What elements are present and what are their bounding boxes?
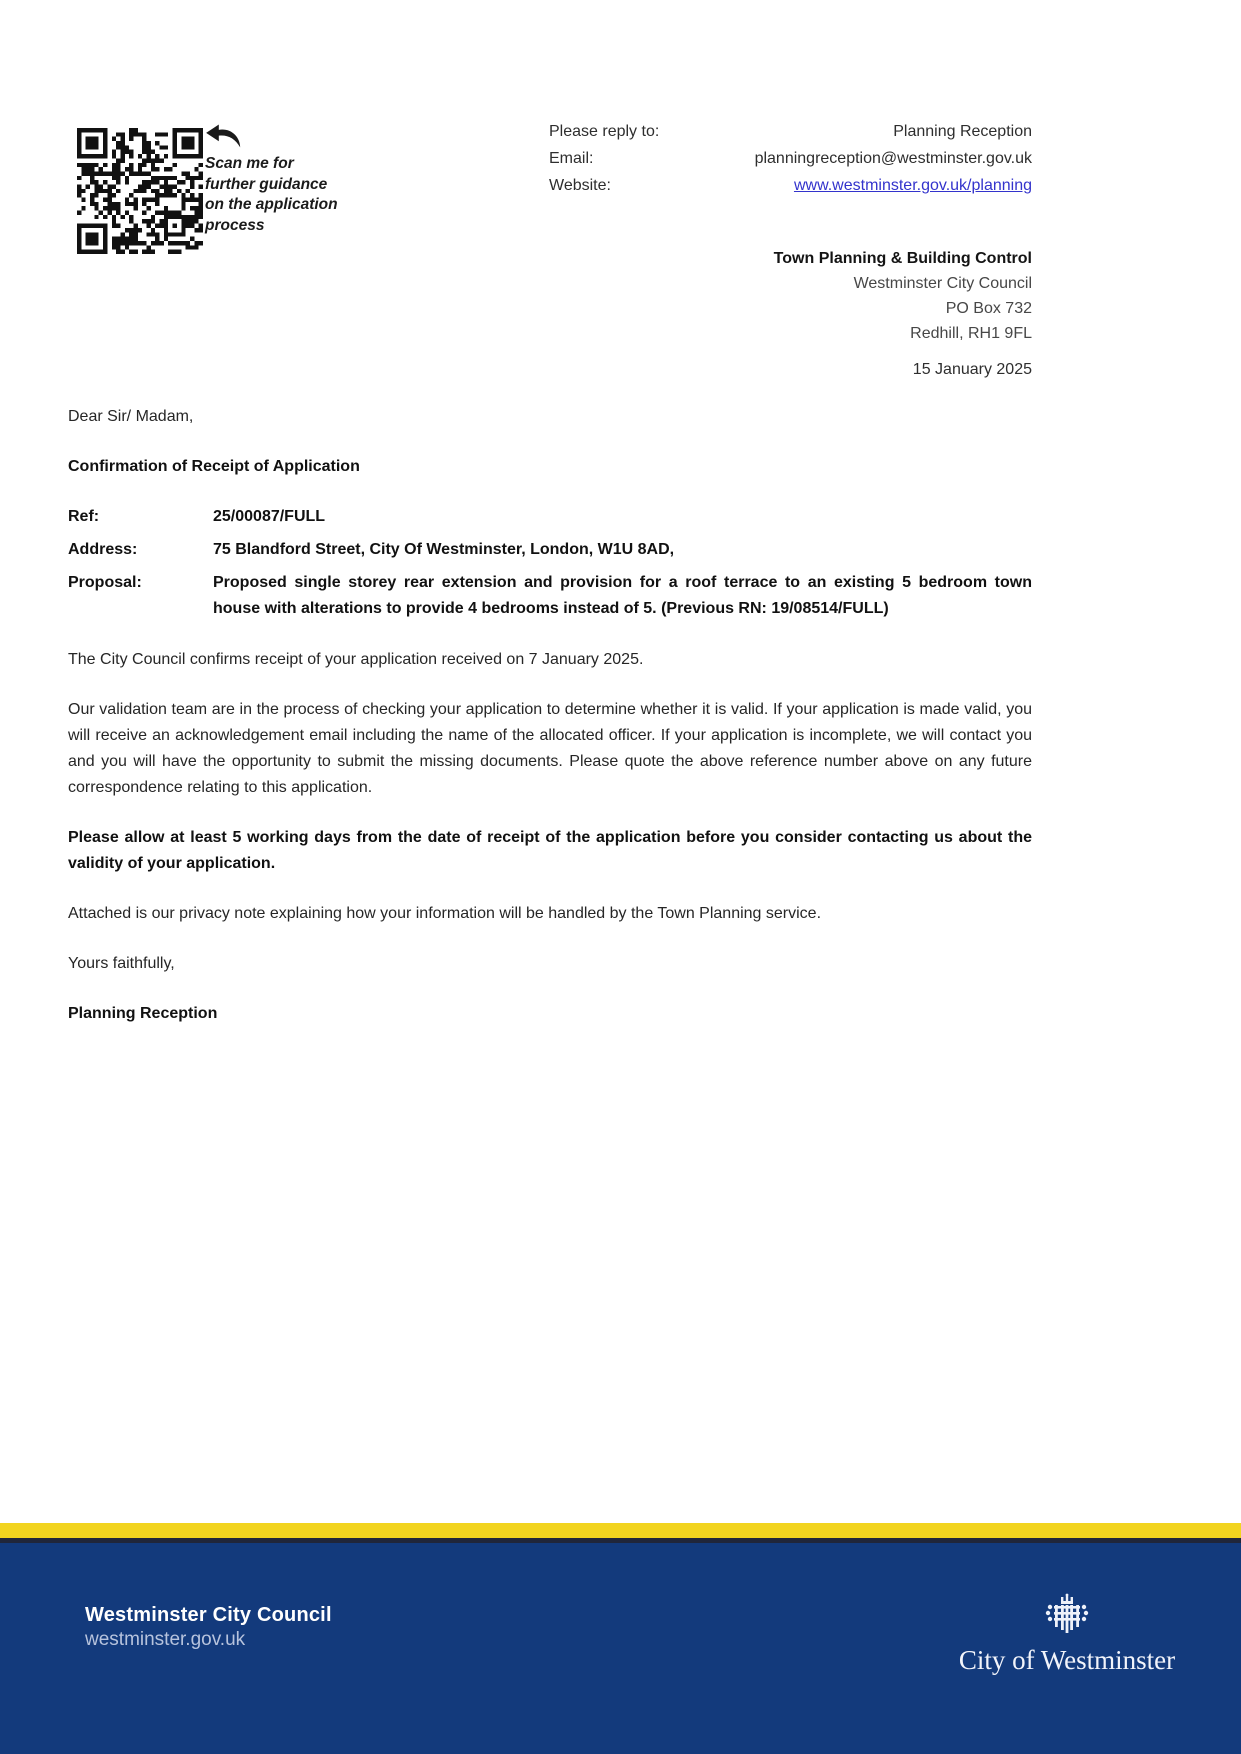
salutation: Dear Sir/ Madam, — [68, 408, 194, 425]
scan-note-line: on the application — [205, 196, 338, 213]
paragraph-receipt: The City Council confirms receipt of your application received on 7 January 2025. — [68, 651, 644, 668]
westminster-crest-icon — [1042, 1593, 1092, 1639]
reply-block — [549, 118, 1032, 199]
email-label: Email: — [549, 150, 594, 167]
ref-value: 25/00087/FULL — [213, 508, 326, 525]
footer-band — [0, 1543, 1241, 1754]
ref-label: Ref: — [68, 508, 100, 525]
detail-row-address — [68, 537, 1032, 563]
detail-row-ref — [68, 504, 1032, 530]
reply-to-value: Planning Reception — [893, 123, 1032, 140]
letter-date: 15 January 2025 — [912, 361, 1032, 378]
sender-address — [774, 246, 1032, 346]
reply-to-label: Please reply to: — [549, 123, 660, 140]
reply-row-website — [549, 172, 1032, 199]
scan-note — [205, 124, 385, 236]
scan-note-line: process — [205, 216, 265, 234]
page-footer — [0, 1523, 1241, 1754]
scan-note-line: Scan me for — [205, 155, 294, 172]
sender-po-box: PO Box 732 — [945, 300, 1032, 317]
qr-code-graphic — [75, 128, 205, 254]
crest-title: City of Westminster — [958, 1645, 1176, 1675]
address-label: Address: — [68, 541, 138, 558]
address-value: 75 Blandford Street, City Of Westminster, London, W1U 8AD, — [213, 541, 675, 558]
scan-note-line: further guidance — [205, 175, 328, 193]
qr-code — [75, 128, 205, 254]
reply-arrow-icon — [205, 124, 243, 151]
paragraph-privacy: Attached is our privacy note explaining how your information will be handled by the Town Planning service. — [68, 905, 822, 922]
footer-left — [85, 1603, 332, 1651]
footer-website: westminster.gov.uk — [85, 1629, 246, 1650]
paragraph-allow: Please allow at least 5 working days from the date of receipt of the application before you consider contacting us about the validity of your application. — [68, 829, 1032, 872]
footer-right — [931, 1593, 1203, 1675]
paragraph-validation: Our validation team are in the process of checking your application to determine whether it is valid. If your application is made valid, you will receive an acknowledgement email including the name of the allocated officer. If your application is incomplete, we will contact you and you will have the opportunity to submit the missing documents. Please quote the above reference number above on any future correspondence relating to this application. — [68, 701, 1032, 796]
sender-org: Westminster City Council — [853, 275, 1032, 292]
reply-row-email — [549, 145, 1032, 172]
website-link[interactable]: www.westminster.gov.uk/planning — [793, 177, 1032, 194]
detail-row-proposal — [68, 570, 1032, 622]
sender-department: Town Planning & Building Control — [773, 250, 1032, 267]
footer-org-name: Westminster City Council — [85, 1604, 332, 1626]
footer-yellow-stripe — [0, 1523, 1241, 1538]
proposal-label: Proposal: — [68, 574, 142, 591]
proposal-value: Proposed single storey rear extension and provision for a roof terrace to an existing 5 bedroom town house with alterations to provide 4 bedrooms instead of 5. (Previous RN: 19/08514/FULL) — [213, 574, 1032, 617]
closing: Yours faithfully, — [68, 955, 175, 972]
letter-body — [68, 404, 1032, 1051]
sender-town: Redhill, RH1 9FL — [910, 325, 1032, 342]
reply-row-recipient — [549, 118, 1032, 145]
application-details — [68, 504, 1032, 622]
website-label: Website: — [549, 177, 611, 194]
email-value: planningreception@westminster.gov.uk — [754, 150, 1032, 167]
subject-line: Confirmation of Receipt of Application — [68, 458, 360, 475]
signature: Planning Reception — [68, 1005, 218, 1022]
